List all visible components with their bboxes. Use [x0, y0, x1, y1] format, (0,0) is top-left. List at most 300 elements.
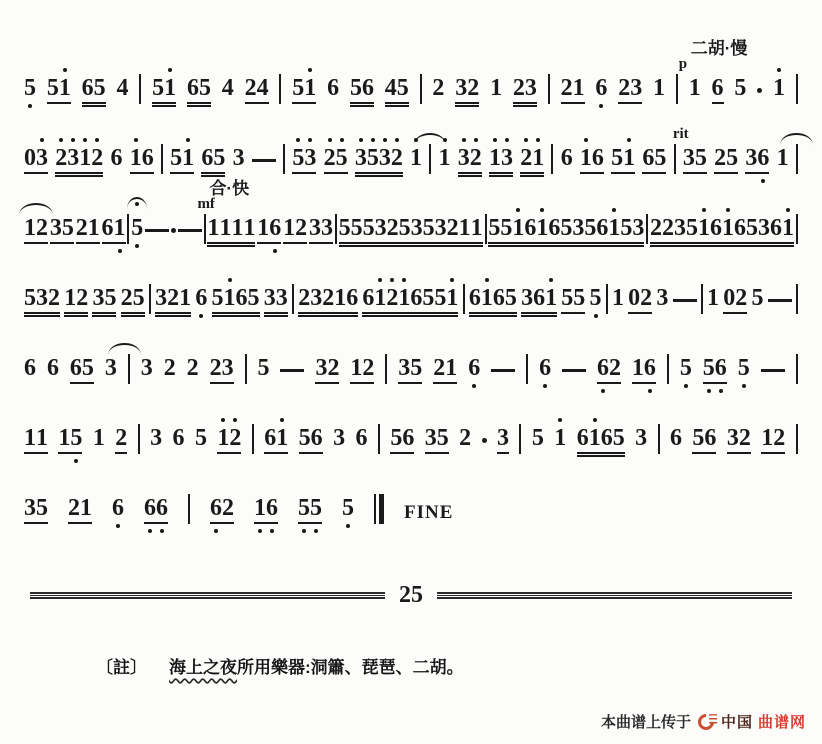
note-group — [497, 426, 509, 454]
note-digit: 1 — [446, 285, 459, 311]
tempo-marking: 二胡·慢 — [690, 39, 748, 58]
barline — [188, 494, 190, 524]
note-digit: 6 — [269, 215, 282, 241]
note-digit: 1 — [445, 355, 458, 381]
note-digit: 2 — [76, 285, 89, 311]
note-group — [350, 356, 374, 384]
note-digit: 5 — [488, 215, 501, 241]
note-digit: 5 — [589, 285, 602, 311]
note-digit: 3 — [310, 285, 323, 311]
note-digit: 5 — [93, 75, 106, 101]
note-digit: 1 — [688, 75, 701, 101]
duration-dash — [178, 229, 202, 232]
note-digit: 6 — [711, 75, 724, 101]
note-digit: 3 — [67, 145, 80, 171]
note-digit: 6 — [643, 355, 656, 381]
duration-dash — [145, 229, 169, 232]
barline — [161, 144, 163, 174]
note-group — [55, 146, 103, 174]
note-digit: 1 — [572, 75, 585, 101]
note-digit: 6 — [101, 215, 114, 241]
note-digit: 6 — [757, 145, 770, 171]
note-digit: 6 — [69, 355, 82, 381]
note-group — [458, 146, 482, 174]
note-group — [173, 426, 185, 454]
watermark-prefix: 本曲谱上传于 — [600, 714, 691, 731]
note-group — [595, 76, 607, 104]
note-digit: 3 — [635, 425, 648, 451]
tempo-marking: 合·快 — [209, 179, 250, 198]
barline — [796, 144, 798, 174]
note-digit: 2 — [209, 355, 222, 381]
fermata-icon — [127, 197, 147, 209]
note-digit: 6 — [600, 425, 613, 451]
note-digit: 3 — [155, 285, 168, 311]
note-digit: 6 — [195, 285, 208, 311]
note-group — [155, 286, 191, 314]
note-digit: 3 — [24, 495, 36, 521]
note-digit: 2 — [512, 75, 525, 101]
note-digit: 5 — [422, 215, 435, 241]
note-group — [92, 286, 116, 314]
note-digit: 1 — [219, 215, 232, 241]
barline — [796, 354, 798, 384]
note-digit: 3 — [630, 75, 643, 101]
note-digit: 1 — [257, 215, 270, 241]
note-group — [187, 76, 211, 104]
barline — [526, 354, 528, 384]
note-digit: 3 — [232, 145, 245, 171]
note-group — [254, 496, 278, 524]
note-digit: 3 — [221, 355, 234, 381]
note-digit: 2 — [390, 145, 403, 171]
page-divider — [30, 582, 792, 609]
note-digit: 5 — [46, 75, 59, 101]
note-digit: 5 — [694, 145, 707, 171]
note-group — [212, 286, 260, 314]
note-digit: 1 — [588, 425, 601, 451]
note-group — [339, 216, 483, 244]
note-group — [488, 216, 644, 244]
note-digit: 1 — [179, 285, 192, 311]
note-digit: 6 — [201, 145, 214, 171]
note-digit: 1 — [283, 215, 296, 241]
note-digit: 5 — [612, 425, 625, 451]
note-digit: 5 — [211, 285, 224, 311]
note-digit: 3 — [632, 215, 645, 241]
footnote-bracket: 〔註〕 — [96, 658, 147, 677]
note-digit: 2 — [773, 425, 786, 451]
note-digit: 2 — [163, 355, 176, 381]
note-group — [115, 426, 127, 454]
note-digit: 5 — [422, 285, 435, 311]
note-digit: 3 — [745, 145, 758, 171]
note-digit: 5 — [298, 495, 310, 521]
note-group — [628, 286, 652, 314]
page-number: 25 — [399, 582, 423, 608]
note-group — [580, 146, 604, 174]
note-group — [350, 76, 374, 104]
note-digit: 5 — [500, 215, 513, 241]
note-digit: 1 — [350, 355, 363, 381]
note-group — [131, 216, 143, 244]
note-digit: 5 — [686, 215, 699, 241]
note-digit: 5 — [531, 425, 544, 451]
barline — [796, 284, 798, 314]
note-digit: 3 — [315, 355, 328, 381]
note-group — [656, 286, 668, 314]
note-digit: 5 — [504, 285, 517, 311]
note-group — [309, 216, 333, 244]
note-group — [130, 146, 154, 174]
note-digit: 6 — [770, 215, 783, 241]
note-group — [210, 356, 234, 384]
note-digit: 6 — [264, 425, 277, 451]
note-group — [233, 146, 245, 174]
note-digit: 1 — [782, 215, 795, 241]
note-digit: 6 — [144, 495, 156, 521]
note-digit: 5 — [692, 425, 705, 451]
barline — [646, 214, 648, 244]
note-digit: 6 — [524, 215, 537, 241]
note-digit: 6 — [410, 285, 423, 311]
note-digit: 1 — [92, 425, 105, 451]
note-digit: 1 — [776, 145, 789, 171]
note-digit: 1 — [410, 145, 423, 171]
note-digit: 2 — [91, 145, 104, 171]
brand-name-red: 曲谱网 — [757, 714, 806, 731]
watermark — [601, 711, 806, 732]
note-digit: 2 — [36, 215, 48, 241]
note-digit: 5 — [654, 145, 667, 171]
note-group — [24, 146, 48, 174]
note-digit: 3 — [674, 215, 687, 241]
barline — [128, 354, 130, 384]
note-digit: 2 — [75, 215, 88, 241]
barline — [139, 74, 141, 104]
barline — [245, 354, 247, 384]
footnote — [96, 653, 822, 678]
note-digit: 2 — [222, 495, 234, 521]
note-digit: 6 — [110, 145, 123, 171]
note-digit: 1 — [438, 145, 451, 171]
note-digit: 2 — [433, 355, 446, 381]
barline — [796, 74, 798, 104]
note-digit: 1 — [243, 215, 256, 241]
duration-dash — [761, 369, 785, 372]
note-group — [121, 286, 145, 314]
note-digit: 6 — [533, 285, 546, 311]
note-group — [116, 76, 128, 104]
note-digit: 5 — [81, 355, 94, 381]
note-digit: 3 — [92, 285, 105, 311]
note-group — [385, 76, 409, 104]
note-group — [577, 426, 625, 454]
dynamic-marking: rit — [672, 126, 689, 142]
note-digit: 1 — [207, 215, 220, 241]
note-digit: 1 — [24, 215, 36, 241]
note-group — [635, 426, 647, 454]
note-group — [283, 216, 307, 244]
tie-arc-icon — [108, 343, 140, 355]
note-digit: 2 — [608, 355, 621, 381]
note-group — [144, 496, 168, 524]
note-digit: 1 — [276, 425, 289, 451]
note-digit: 5 — [247, 285, 260, 311]
barline — [127, 214, 129, 244]
note-digit: 5 — [366, 145, 379, 171]
note-group — [561, 146, 573, 174]
note-group — [520, 146, 544, 174]
note-group — [355, 426, 367, 454]
note-digit: 5 — [61, 215, 74, 241]
note-digit: 6 — [361, 75, 374, 101]
note-group — [751, 286, 763, 314]
note-digit: 3 — [758, 215, 771, 241]
tie-arc-icon — [414, 133, 446, 145]
note-group — [561, 286, 585, 314]
note-group — [642, 146, 666, 174]
note-digit: 6 — [548, 215, 561, 241]
barline — [138, 424, 140, 454]
note-digit: 1 — [334, 285, 347, 311]
note-group — [342, 496, 354, 524]
augmentation-dot — [171, 228, 176, 233]
note-group — [425, 426, 449, 454]
note-group — [410, 146, 422, 174]
note-group — [738, 356, 750, 384]
note-digit: 3 — [656, 285, 669, 311]
note-group — [324, 146, 348, 174]
note-digit: 2 — [735, 285, 748, 311]
note-digit: 1 — [653, 75, 666, 101]
note-digit: 1 — [79, 145, 92, 171]
note-group — [355, 146, 403, 174]
note-digit: 6 — [539, 355, 552, 381]
note-group — [298, 496, 322, 524]
note-group — [723, 286, 747, 314]
note-group — [703, 356, 727, 384]
note-group — [110, 146, 122, 174]
note-group — [390, 426, 414, 454]
note-digit: 1 — [536, 215, 549, 241]
note-digit: 5 — [257, 355, 270, 381]
note-digit: 5 — [734, 75, 747, 101]
note-group — [777, 146, 789, 174]
note-digit: 2 — [327, 355, 340, 381]
note-group — [50, 216, 74, 244]
note-group — [105, 356, 117, 384]
note-digit: 2 — [323, 145, 336, 171]
note-digit: 1 — [470, 215, 483, 241]
note-digit: 3 — [36, 285, 48, 311]
note-group — [299, 426, 323, 454]
note-digit: 5 — [434, 285, 447, 311]
note-group — [745, 146, 769, 174]
note-digit: 6 — [669, 425, 682, 451]
note-group — [532, 426, 544, 454]
note-digit: 5 — [24, 285, 36, 311]
note-digit: 1 — [458, 215, 471, 241]
barline — [676, 74, 678, 104]
note-digit: 1 — [398, 285, 411, 311]
note-digit: 6 — [596, 355, 609, 381]
note-digit: 5 — [584, 215, 597, 241]
barline — [658, 424, 660, 454]
barline — [252, 424, 254, 454]
note-group — [727, 426, 751, 454]
note-group — [315, 356, 339, 384]
note-digit: 3 — [500, 145, 513, 171]
augmentation-dot — [757, 88, 762, 93]
note-digit: 5 — [335, 145, 348, 171]
note-digit: 5 — [560, 215, 573, 241]
note-digit: 6 — [468, 355, 481, 381]
note-digit: 3 — [354, 145, 367, 171]
note-group — [264, 426, 288, 454]
qupu-site-logo-icon — [695, 710, 718, 733]
note-digit: 0 — [24, 145, 36, 171]
note-digit: 1 — [182, 145, 195, 171]
note-digit: 1 — [611, 285, 624, 311]
duration-dash — [768, 299, 792, 302]
note-digit: 3 — [275, 285, 288, 311]
barline — [335, 214, 337, 244]
note-digit: 3 — [497, 425, 510, 451]
note-digit: 2 — [467, 75, 480, 101]
note-digit: 5 — [131, 215, 144, 241]
dynamic-marking: mf — [197, 196, 215, 212]
duration-dash — [673, 299, 697, 302]
note-digit: 5 — [104, 285, 117, 311]
note-digit: 2 — [186, 355, 199, 381]
note-digit: 6 — [355, 425, 368, 451]
note-digit: 3 — [410, 215, 423, 241]
note-digit: 1 — [304, 75, 317, 101]
score-line — [24, 384, 798, 454]
note-digit: 3 — [572, 215, 585, 241]
note-group — [222, 76, 234, 104]
note-digit: 1 — [554, 425, 567, 451]
note-group — [164, 356, 176, 384]
note-digit: 5 — [298, 425, 311, 451]
note-group — [258, 356, 270, 384]
note-digit: 6 — [24, 355, 36, 381]
note-digit: 5 — [194, 425, 207, 451]
note-group — [539, 356, 551, 384]
note-group — [24, 356, 36, 384]
augmentation-dot — [482, 438, 487, 443]
note-digit: 2 — [167, 285, 180, 311]
note-group — [773, 76, 785, 104]
note-digit: 1 — [698, 215, 711, 241]
note-digit: 2 — [459, 425, 472, 451]
note-digit: 1 — [64, 285, 77, 311]
note-digit: 5 — [36, 495, 48, 521]
note-group — [489, 146, 513, 174]
note-digit: 5 — [436, 425, 449, 451]
note-digit: 5 — [737, 355, 750, 381]
barline — [548, 74, 550, 104]
note-group — [170, 146, 194, 174]
note-digit: 1 — [722, 215, 735, 241]
note-group — [459, 426, 471, 454]
duration-dash — [280, 369, 304, 372]
note-group — [217, 426, 241, 454]
note-digit: 1 — [254, 495, 266, 521]
note-group — [112, 496, 124, 524]
note-digit: 1 — [480, 285, 493, 311]
note-digit: 5 — [310, 495, 322, 521]
note-digit: 2 — [48, 285, 60, 311]
note-digit: 6 — [235, 285, 248, 311]
duration-dash — [562, 369, 586, 372]
note-digit: 6 — [595, 75, 608, 101]
note-digit: 1 — [707, 285, 720, 311]
note-digit: 2 — [362, 355, 375, 381]
note-digit: 2 — [68, 495, 80, 521]
barline — [667, 354, 669, 384]
note-digit: 4 — [256, 75, 269, 101]
note-group — [257, 216, 281, 244]
note-digit: 5 — [213, 145, 226, 171]
note-digit: 3 — [378, 145, 391, 171]
barline — [283, 144, 285, 174]
note-digit: 2 — [229, 425, 242, 451]
note-group — [210, 496, 234, 524]
note-digit: 6 — [156, 495, 168, 521]
divider-rule-left — [30, 592, 385, 599]
note-digit: 2 — [520, 145, 533, 171]
note-digit: 6 — [642, 145, 655, 171]
note-digit: 5 — [702, 355, 715, 381]
note-group — [433, 356, 457, 384]
note-group — [561, 76, 585, 104]
note-digit: 6 — [492, 285, 505, 311]
note-group — [201, 146, 225, 174]
note-digit: 5 — [410, 355, 423, 381]
note-digit: 6 — [576, 425, 589, 451]
note-digit: 2 — [322, 285, 335, 311]
note-digit: 4 — [221, 75, 234, 101]
note-digit: 4 — [116, 75, 129, 101]
score-line — [24, 454, 798, 524]
note-digit: 1 — [113, 215, 126, 241]
note-group — [197, 179, 256, 244]
note-digit: 3 — [36, 145, 48, 171]
barline — [485, 214, 487, 244]
note-group — [653, 76, 665, 104]
note-digit: 2 — [386, 215, 399, 241]
note-digit: 3 — [726, 425, 739, 451]
note-group — [490, 76, 502, 104]
note-group — [712, 76, 724, 104]
note-group — [611, 146, 635, 174]
note-digit: 6 — [186, 75, 199, 101]
note-digit: 1 — [532, 145, 545, 171]
note-digit: 4 — [384, 75, 397, 101]
note-digit: 5 — [70, 425, 83, 451]
score-line — [24, 174, 798, 244]
note-digit: 3 — [398, 355, 411, 381]
note-digit: 5 — [292, 75, 305, 101]
note-digit: 5 — [679, 355, 692, 381]
barline — [519, 424, 521, 454]
note-digit: 1 — [223, 285, 236, 311]
score-line — [24, 104, 798, 174]
note-group — [439, 146, 451, 174]
note-digit: 3 — [263, 285, 276, 311]
